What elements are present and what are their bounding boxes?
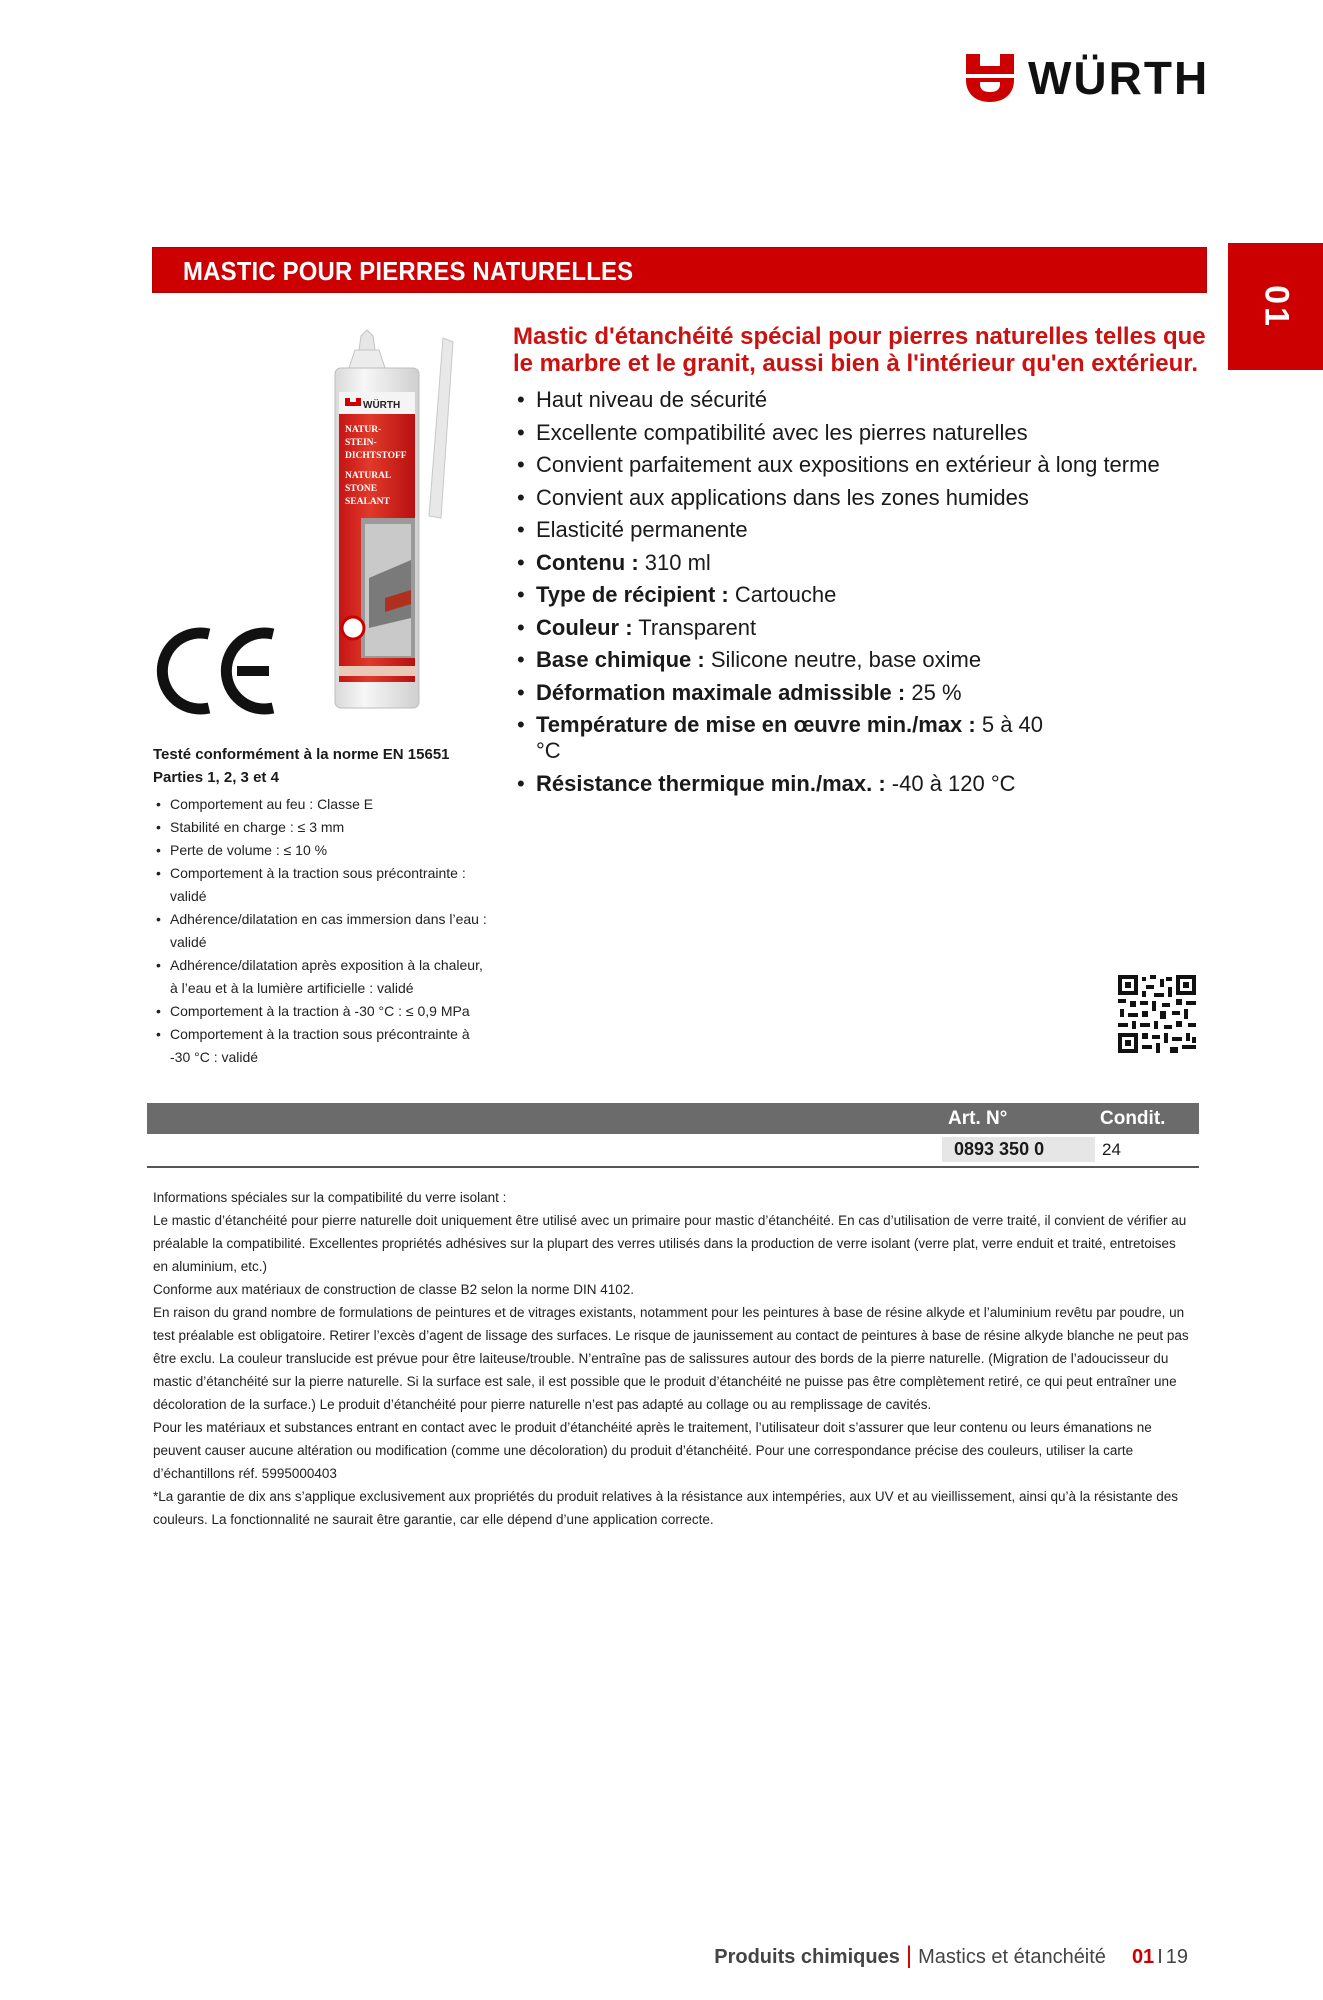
article-number[interactable]: 0893 350 0 [942, 1137, 1095, 1162]
brand-name: WÜRTH [1028, 52, 1210, 104]
spec-key: Température de mise en œuvre min./max : [536, 712, 976, 737]
spec-value: 310 ml [644, 549, 711, 575]
spec-item [516, 677, 1216, 710]
note-paragraph: *La garantie de dix ans s’applique exclusivement aux propriétés du produit relatives à la résistance aux intempéries, aux UV et au vieillissement, ainsi qu’à la résistante des couleurs. La fonctionnalité ne saurait être garantie, car elle dépend d’une application correcte. [153, 1489, 1179, 1527]
note-paragraph: Conforme aux matériaux de construction de classe B2 selon la norme DIN 4102. [153, 1282, 634, 1297]
test-result-item: • Comportement à la traction sous précontrainte à -30 °C : validé [153, 1023, 493, 1069]
feature-item: • Haut niveau de sécurité [516, 384, 1216, 417]
footer-chapter: 01 [1131, 1946, 1155, 1968]
product-label-line: DICHTSTOFF [345, 451, 407, 461]
footer-category: Produits chimiques [714, 1946, 900, 1968]
product-label-line: NATURAL [345, 471, 392, 481]
test-results-list [153, 793, 493, 1069]
note-paragraph: Le mastic d’étanchéité pour pierre naturelle doit uniquement être utilisé avec un primaire pour mastic d’étanchéité. En cas d’utilisation de verre traité, il convient de vérifier au préalable la compatibilité. Excellentes propriétés adhésives sur la plupart des verres utilisés dans la production de verre isolant (verre plat, verre enduit et traité, entretoises en aluminium, etc.) [153, 1213, 1187, 1274]
product-label-line: SEALANT [345, 497, 390, 507]
spec-value: 5 à 40 °C [536, 712, 1044, 763]
note-paragraph: Pour les matériaux et substances entrant en contact avec le produit d’étanchéité après le traitement, l’utilisateur doit s’assurer que leur contenu ou leurs émanations ne peuvent causer aucune altération ou modification (comme une décoloration) du produit d’étanchéité. Pour une correspondance précise des couleurs, utiliser la carte d’échantillons réf. 5995000403 [153, 1420, 1152, 1481]
spec-key: Type de récipient : [536, 582, 729, 607]
spec-value: 25 % [911, 679, 962, 705]
feature-item: • Excellente compatibilité avec les pierres naturelles [516, 417, 1216, 450]
spec-value: Transparent [638, 614, 757, 640]
ce-mark-icon [155, 626, 285, 716]
test-standard-block [153, 743, 493, 1069]
notes-block [153, 1186, 1193, 1531]
spec-value: Silicone neutre, base oxime [710, 647, 982, 672]
spec-value: Cartouche [734, 582, 837, 607]
wurth-logo [962, 52, 1209, 104]
column-header-art: Art. N° [948, 1108, 1008, 1129]
page-number: 19 [1165, 1946, 1188, 1968]
product-headline: Mastic d'étanchéité spécial pour pierres naturelles telles que le marbre et le granit, aussi bien à l'intérieur qu'en extérieur. [513, 323, 1206, 377]
test-heading-parts: Parties 1, 2, 3 et 4 [153, 769, 279, 786]
test-heading: Testé conformément à la norme EN 15651 [153, 746, 450, 763]
test-result-item: • Adhérence/dilatation en cas immersion dans l’eau : validé [153, 908, 493, 954]
note-paragraph: En raison du grand nombre de formulations de peintures et de vitrages existants, notamment pour les peintures à base de résine alkyde et l’aluminium revêtu par poudre, un test préalable est obligatoire. Retirer l’excès d’agent de lissage des surfaces. Le risque de jaunissement au contact de peintures à base de résine alkyde blanche ne peut pas être exclu. La couleur translucide est prévue pour être laiteuse/trouble. N’entraîne pas de salissures autour des bords de la pierre naturelle. (Migration de l’adoucisseur du mastic d’étanchéité sur la pierre naturelle. Si la surface est sale, il est possible que le produit d’étanchéité ne puisse pas être complètement retiré, ce qui peut entraîner une décoloration de la surface.) Le produit d’étanchéité pour pierre naturelle n’est pas adapté au collage ou au remplissage de cavités. [153, 1305, 1189, 1412]
product-image [325, 328, 455, 713]
feature-item: • Convient parfaitement aux expositions en extérieur à long terme [516, 449, 1216, 482]
test-result-item: • Adhérence/dilatation après exposition à la chaleur, à l’eau et à la lumière artificielle : validé [153, 954, 493, 1000]
title-bar [152, 247, 1207, 293]
spec-value: -40 à 120 °C [891, 771, 1016, 796]
product-label-line: STEIN- [345, 438, 377, 448]
footer-separator: | [905, 1942, 913, 1969]
spec-item [516, 712, 1066, 764]
spec-key: Base chimique : [536, 647, 705, 672]
test-result-item: • Stabilité en charge : ≤ 3 mm [153, 816, 493, 839]
spec-item [516, 612, 1216, 645]
product-label-line: STONE [345, 484, 378, 494]
table-header [147, 1103, 1199, 1134]
column-header-cond: Condit. [1100, 1108, 1166, 1129]
note-paragraph: Informations spéciales sur la compatibilité du verre isolant : [153, 1190, 507, 1205]
footer-page-separator: I [1157, 1946, 1163, 1968]
spec-key: Résistance thermique min./max. : [536, 771, 886, 796]
spec-item [516, 547, 1216, 580]
qr-code-icon[interactable] [1118, 975, 1196, 1053]
product-label-brand: WÜRTH [363, 400, 401, 411]
spec-item [516, 579, 1216, 612]
footer-subcategory: Mastics et étanchéité [918, 1946, 1106, 1968]
table-row [147, 1134, 1199, 1168]
test-result-item: • Comportement à la traction à -30 °C : ≤ 0,9 MPa [153, 1000, 493, 1023]
features-list [516, 384, 1216, 801]
chapter-tab[interactable] [1228, 243, 1323, 370]
spec-item [516, 644, 1216, 677]
feature-item: • Convient aux applications dans les zones humides [516, 482, 1216, 515]
packaging-quantity: 24 [1102, 1140, 1121, 1159]
test-result-item: • Perte de volume : ≤ 10 % [153, 839, 493, 862]
spec-key: Couleur : [536, 614, 633, 640]
spec-key: Déformation maximale admissible : [536, 679, 906, 705]
page-footer [714, 1942, 1188, 1970]
spec-key: Contenu : [536, 549, 639, 575]
spec-item [516, 768, 1216, 801]
test-result-item: • Comportement au feu : Classe E [153, 793, 493, 816]
wurth-logo-icon [962, 52, 1018, 104]
product-label-line: NATUR- [345, 425, 382, 435]
test-result-item: • Comportement à la traction sous précontrainte : validé [153, 862, 493, 908]
feature-item: • Elasticité permanente [516, 514, 1216, 547]
page-title: MASTIC POUR PIERRES NATURELLES [183, 256, 634, 286]
chapter-tab-label: 01 [1257, 284, 1295, 329]
